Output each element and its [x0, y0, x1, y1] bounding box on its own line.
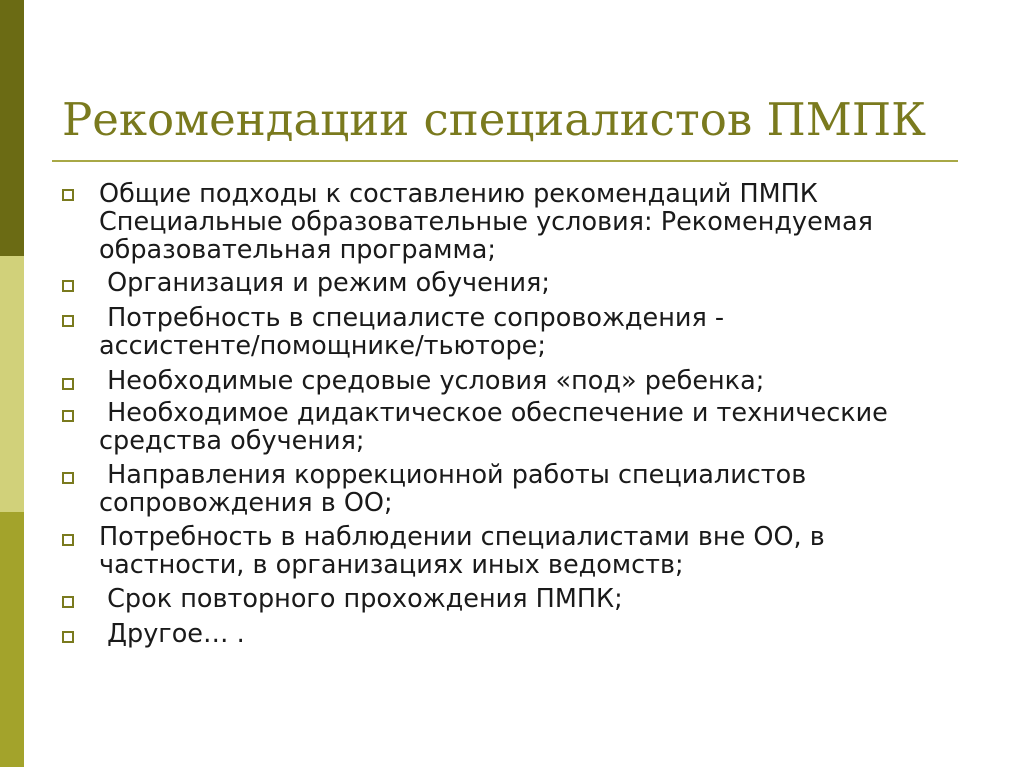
list-item-text: Срок повторного прохождения ПМПК;	[99, 584, 623, 614]
square-bullet-icon	[62, 280, 74, 292]
list-item-text: Необходимые средовые условия «под» ребенка;	[99, 366, 765, 396]
list-item-text: Необходимое дидактическое обеспечение и технические средства обучения;	[99, 398, 888, 456]
list-item-text: Потребность в наблюдении специалистами вне ОО, в частности, в организациях иных ведомств;	[99, 522, 825, 580]
list-item-text: Потребность в специалисте сопровождения - ассистенте/помощнике/тьюторе;	[99, 303, 725, 361]
list-item-text: Общие подходы к составлению рекомендаций ПМПК Специальные образовательные условия: Рекомендуемая образовательная программа;	[99, 179, 874, 265]
side-stripe-light	[0, 256, 24, 512]
square-bullet-icon	[62, 534, 74, 546]
list-item-text: Другое… .	[99, 619, 245, 649]
square-bullet-icon	[62, 596, 74, 608]
square-bullet-icon	[62, 631, 74, 643]
list-item-text: Организация и режим обучения;	[99, 268, 550, 298]
list-item-text: Направления коррекционной работы специалистов сопровождения в ОО;	[99, 460, 807, 518]
title-underline	[52, 160, 958, 162]
square-bullet-icon	[62, 378, 74, 390]
square-bullet-icon	[62, 472, 74, 484]
square-bullet-icon	[62, 410, 74, 422]
side-stripe-dark	[0, 0, 24, 256]
slide-title: Рекомендации специалистов ПМПК	[62, 93, 926, 146]
square-bullet-icon	[62, 315, 74, 327]
side-stripe-medium	[0, 512, 24, 767]
square-bullet-icon	[62, 189, 74, 201]
